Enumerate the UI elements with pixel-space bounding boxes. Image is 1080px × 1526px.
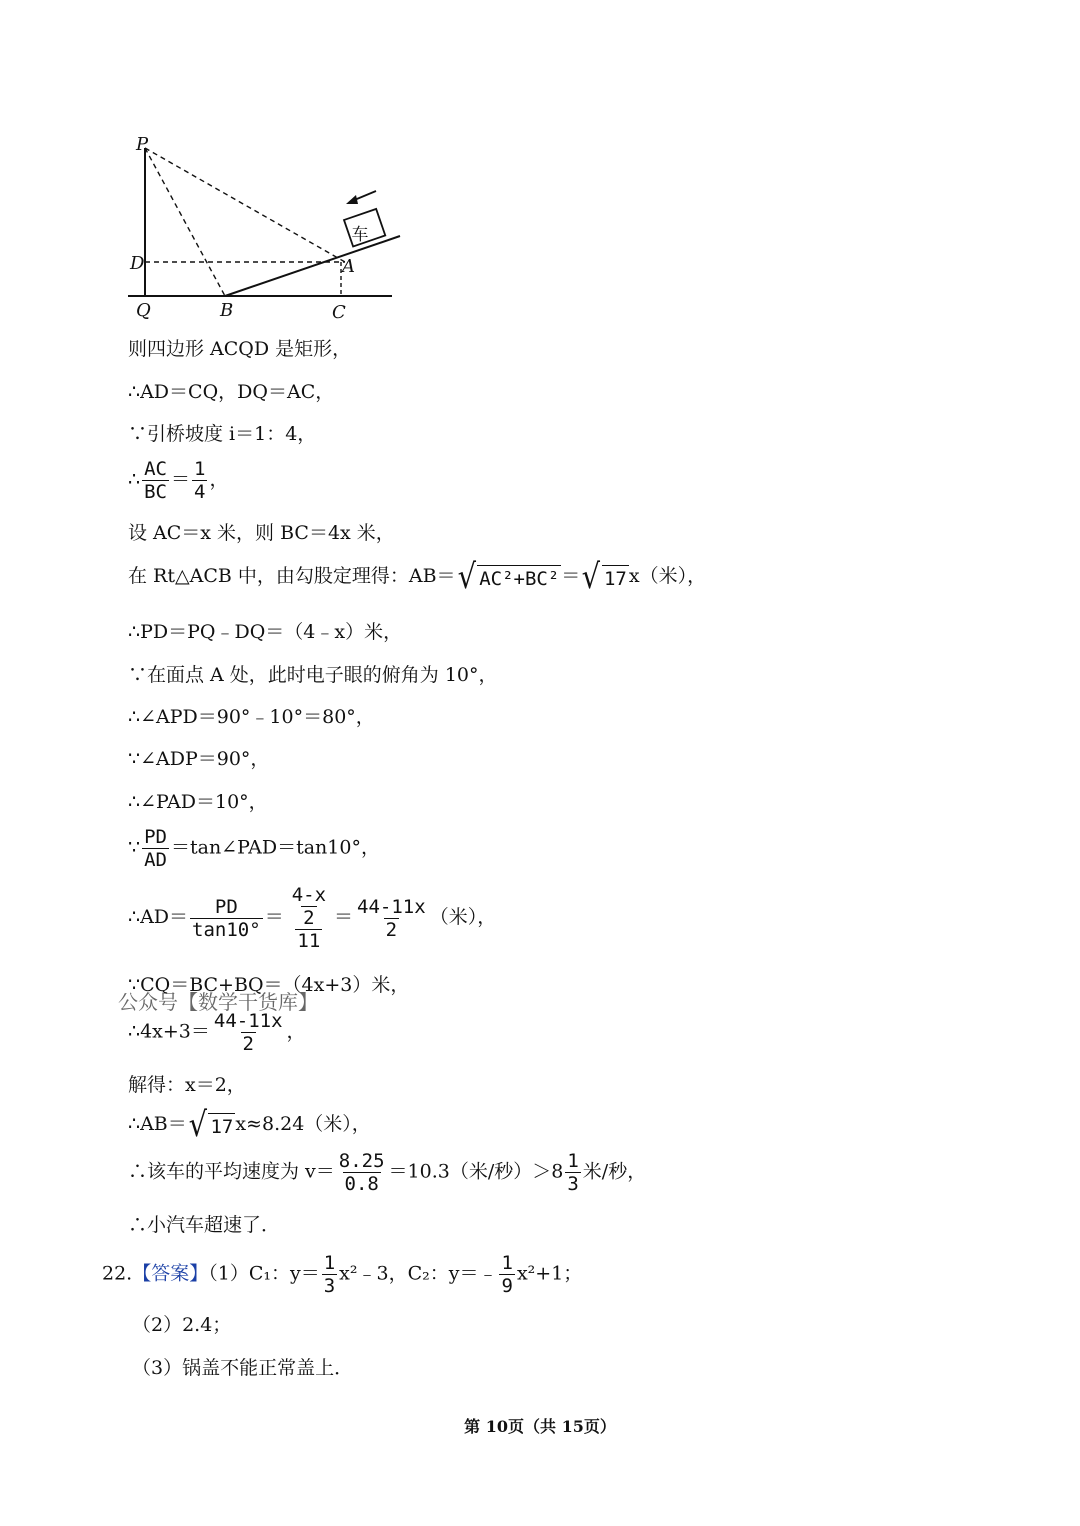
text: x²﹣3，C₂：y＝﹣ [339, 1262, 498, 1285]
denominator: 3 [567, 1173, 579, 1195]
text: （米）， [429, 906, 497, 928]
line-set-x: 设 AC＝x 米，则 BC＝4x 米， [128, 522, 395, 544]
question-number: 22. [102, 1262, 133, 1285]
text: x（米）， [628, 565, 707, 587]
text: ∴4x+3＝ [128, 1020, 210, 1043]
text: ∴该车的平均速度为 v＝ [128, 1160, 335, 1183]
line-adp: ∵∠ADP＝90°， [128, 748, 270, 770]
radical-sign: √ [581, 557, 601, 597]
numerator: PD [144, 826, 167, 848]
line-ad-expression [128, 884, 496, 952]
equals: ＝ [264, 906, 284, 928]
fraction-one-ninth [499, 1252, 514, 1297]
denominator: BC [144, 481, 167, 503]
line-cq: ∵CQ＝BC+BQ＝（4x+3）米， [128, 974, 410, 996]
text: 米/秒， [582, 1160, 647, 1183]
line-slope: ∵引桥坡度 i＝1：4， [128, 423, 317, 445]
arrow-head [346, 195, 358, 204]
fraction-44 [212, 1010, 285, 1055]
line-ad-cq: ∴AD＝CQ，DQ＝AC， [128, 381, 335, 403]
denominator: 2 [242, 1033, 254, 1055]
label-b: B [220, 300, 234, 321]
text: ＝10.3（米/秒）＞8 [388, 1160, 564, 1183]
numerator: 1 [501, 1252, 513, 1274]
numerator: 1 [323, 1252, 336, 1274]
denominator: 3 [323, 1275, 336, 1297]
denominator: 9 [501, 1275, 513, 1297]
label-q: Q [136, 300, 151, 321]
line-equation [128, 1010, 306, 1055]
numerator: PD [214, 895, 238, 918]
line-depression: ∵在面点 A 处，此时电子眼的俯角为 10°， [128, 664, 498, 686]
label-a: A [342, 256, 355, 277]
fraction-result [355, 896, 428, 941]
line-tan [128, 826, 380, 871]
q22-part1 [102, 1252, 582, 1297]
equals: ＝ [334, 906, 354, 928]
label-p: P [136, 134, 149, 155]
text: （1）C₁：y＝ [208, 1262, 320, 1285]
line-conclusion: ∴小汽车超速了． [128, 1214, 281, 1236]
line-speed [128, 1150, 646, 1195]
q22-part3: （3）锅盖不能正常盖上． [132, 1357, 354, 1379]
fraction-one-four [192, 458, 207, 503]
fraction-pd-tan [190, 896, 263, 941]
text: ∴AB＝ [128, 1113, 187, 1135]
line-pd: ∴PD＝PQ﹣DQ＝（4﹣x）米， [128, 621, 403, 643]
line-apd: ∴∠APD＝90°﹣10°＝80°， [128, 706, 375, 728]
equals: ＝ [170, 468, 190, 491]
numerator: AC [144, 458, 167, 480]
sqrt-17 [187, 1105, 236, 1145]
fraction-speed [337, 1150, 387, 1195]
numerator: 4-x [291, 884, 327, 906]
denominator: 2 [385, 918, 398, 941]
denominator: 0.8 [344, 1173, 379, 1195]
text: x²+1； [516, 1262, 583, 1285]
text: ∴AD＝ [128, 906, 189, 928]
fraction-one-third [565, 1150, 580, 1195]
watermark: 公众号【数学干货库】 [118, 990, 318, 1014]
line-solve: 解得：x＝2， [128, 1074, 246, 1096]
inner-fraction [290, 884, 328, 929]
sqrt-17 [580, 557, 629, 597]
text: ＝tan∠PAD＝tan10°， [170, 836, 380, 859]
comma: ， [209, 468, 229, 491]
therefore: ∴ [128, 468, 141, 491]
car-label: 车 [351, 225, 369, 245]
fraction-pd-ad [142, 826, 169, 871]
numerator: 1 [567, 1150, 579, 1172]
comma: ， [286, 1020, 306, 1043]
denominator: 4 [194, 481, 206, 503]
text: x≈8.24（米）， [235, 1113, 371, 1135]
q22-part2: （2）2.4； [132, 1314, 232, 1336]
line-ratio [128, 458, 228, 503]
numerator: 8.25 [338, 1150, 385, 1172]
radicand: 17 [208, 1113, 235, 1140]
line-pythagoras [128, 557, 707, 597]
radicand: AC²+BC² [477, 565, 561, 592]
geometry-figure [120, 128, 420, 328]
fraction-ac-bc [142, 458, 169, 503]
bridge-slope [225, 236, 400, 296]
radicand: 17 [602, 565, 629, 592]
answer-tag: 【答案】 [132, 1262, 209, 1285]
line-rectangle: 则四边形 ACQD 是矩形， [128, 338, 352, 360]
numerator: 44-11x [213, 1010, 283, 1032]
denominator: 11 [297, 930, 321, 952]
equals: ＝ [561, 565, 581, 587]
radical-sign: √ [457, 557, 476, 597]
numerator: 44-11x [357, 895, 426, 918]
radical-sign: √ [188, 1105, 207, 1145]
fraction-one-third [322, 1252, 337, 1297]
text: 在 Rt△ACB 中，由勾股定理得：AB＝ [128, 565, 456, 587]
denominator: tan10° [192, 918, 261, 941]
numerator [286, 884, 332, 929]
complex-fraction [286, 884, 332, 952]
page-footer: 第 10页（共 15页） [464, 1417, 616, 1436]
line-ab-value [128, 1105, 371, 1145]
label-c: C [332, 302, 346, 323]
denominator: 2 [303, 907, 315, 929]
because: ∵ [128, 836, 141, 859]
sqrt-sum [456, 557, 562, 597]
label-d: D [130, 253, 145, 274]
denominator: AD [144, 849, 167, 871]
numerator: 1 [194, 458, 206, 480]
dash-pa [145, 148, 345, 262]
line-pad: ∴∠PAD＝10°， [128, 791, 268, 813]
